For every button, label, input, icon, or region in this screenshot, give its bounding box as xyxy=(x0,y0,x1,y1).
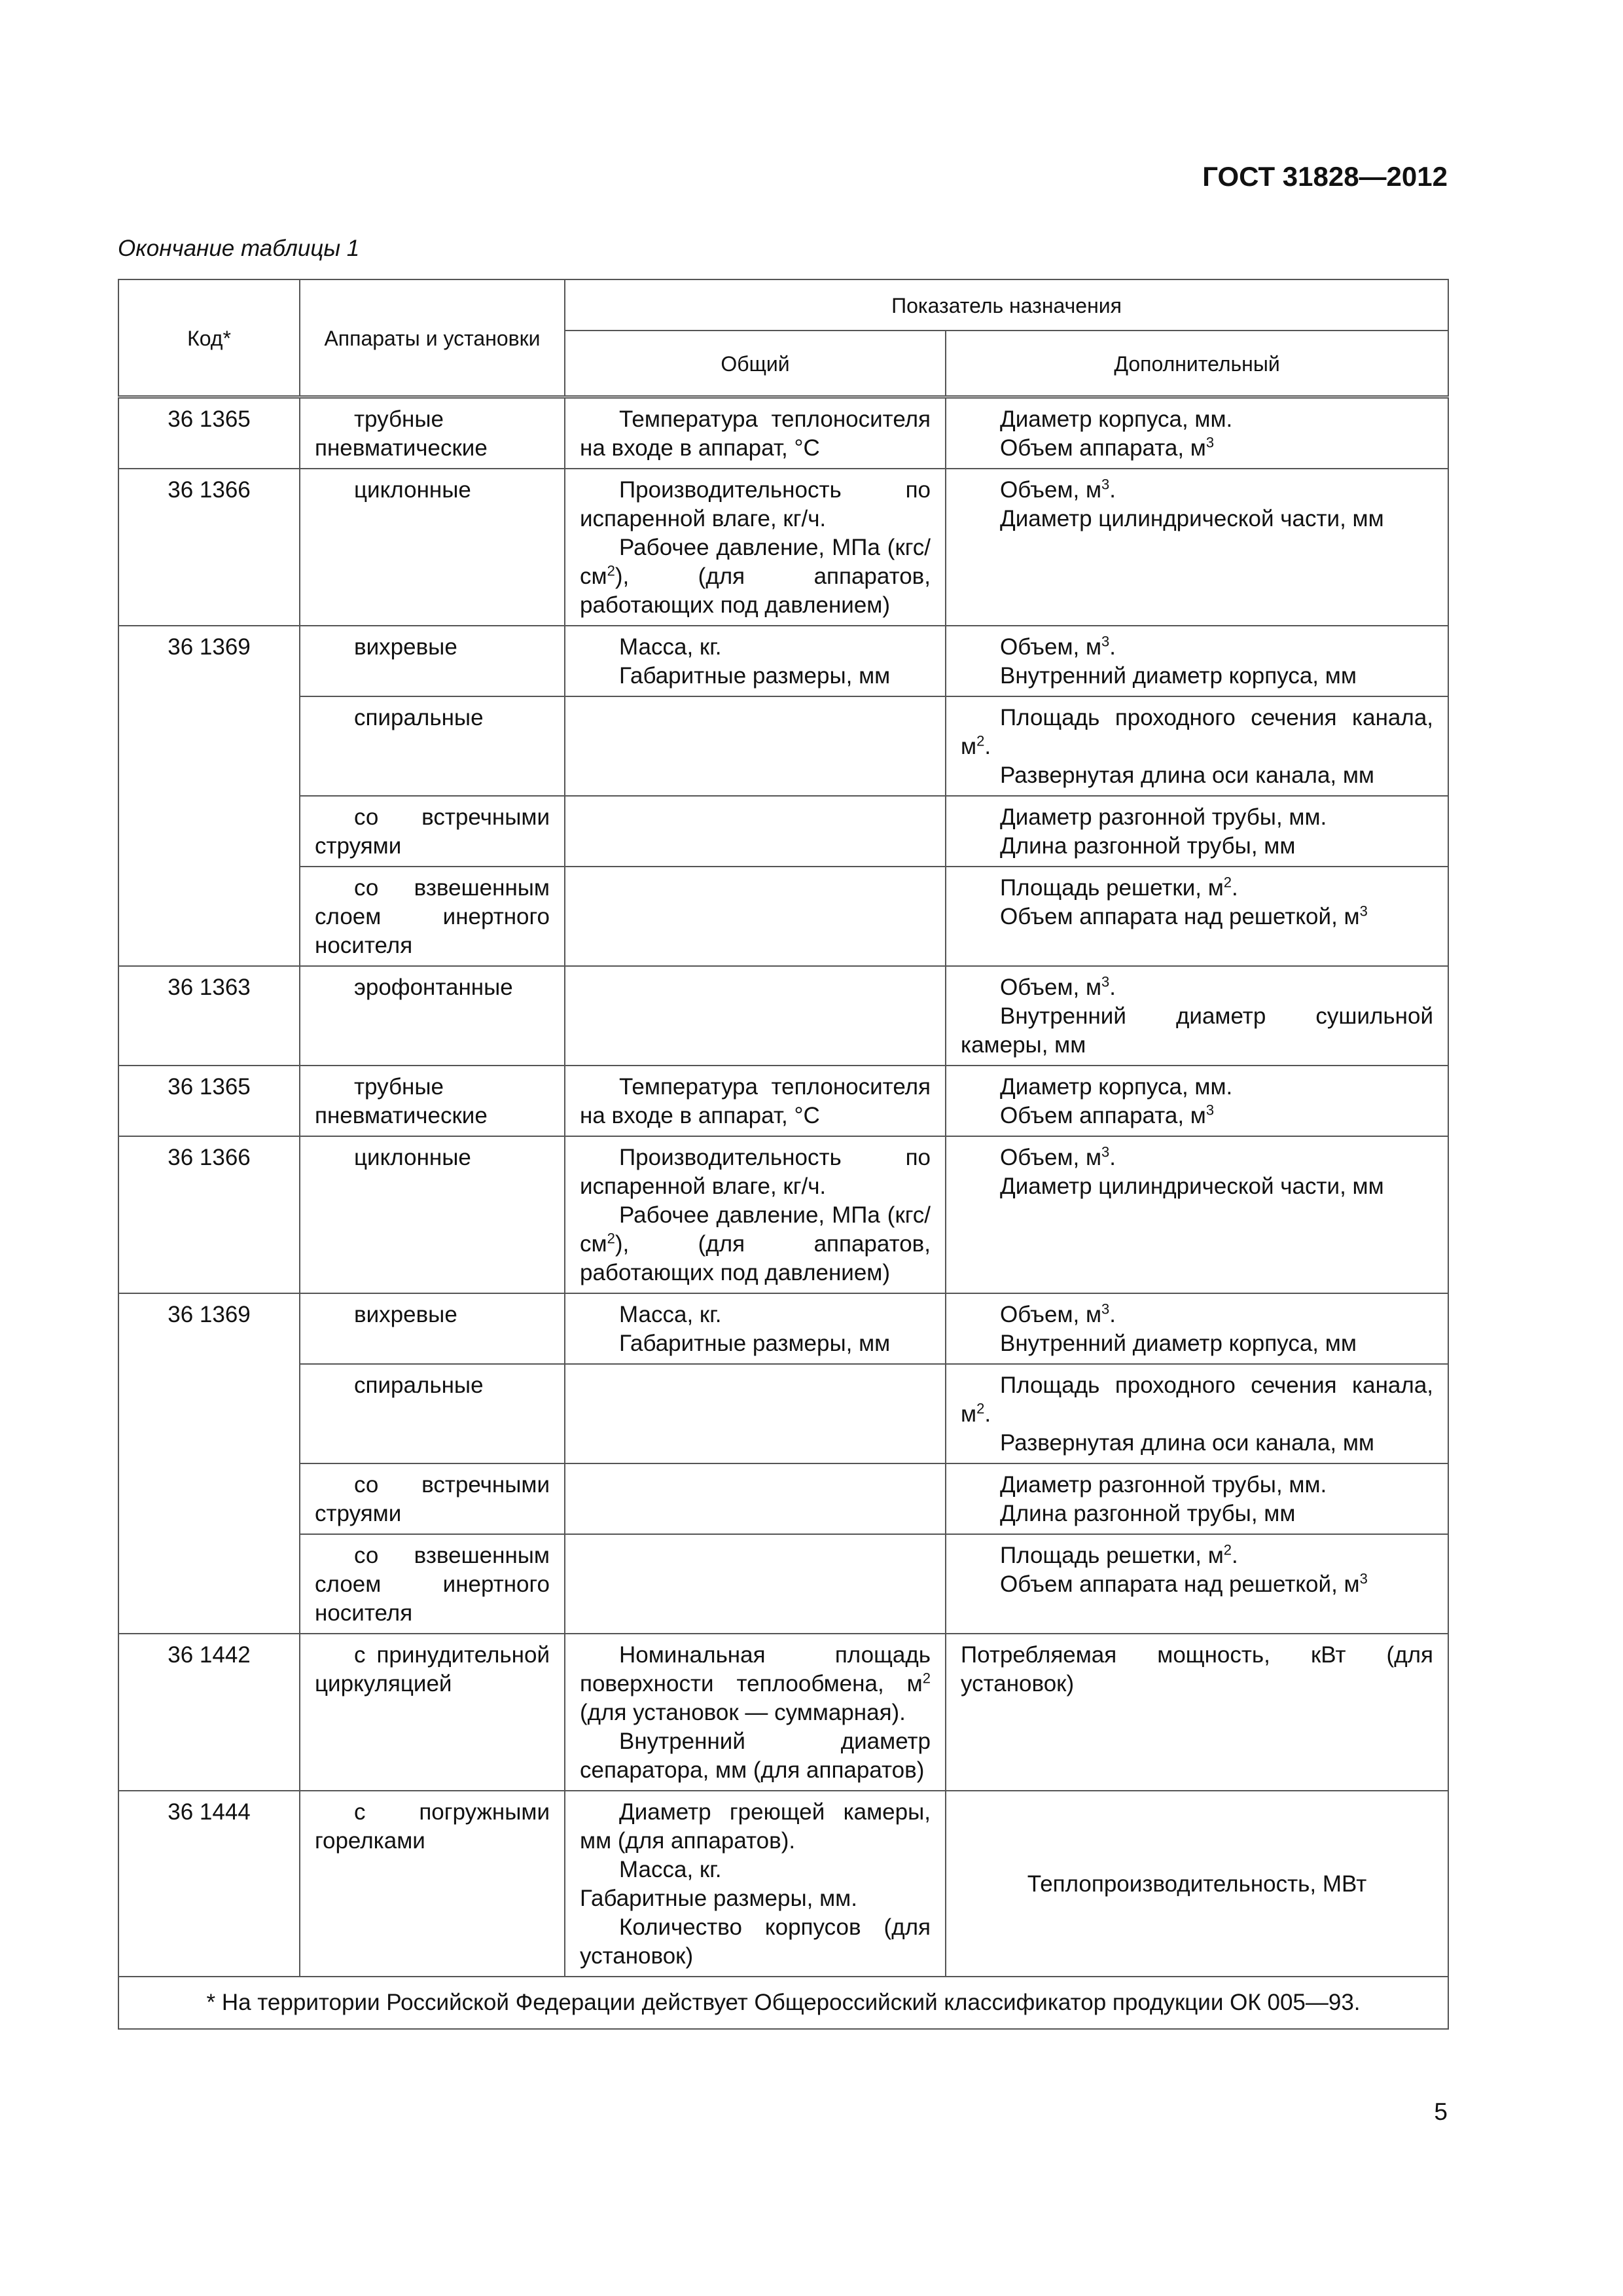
row-apparatus: со взвешенным слоем инертного носителя xyxy=(300,1534,565,1634)
row-code: 36 1365 xyxy=(118,1066,300,1136)
table-row xyxy=(118,966,1448,1066)
row-apparatus: со взвешенным слоем инертного носителя xyxy=(300,867,565,966)
document-id: ГОСТ 31828—2012 xyxy=(1202,161,1448,192)
row-apparatus: трубные пневматические xyxy=(300,1066,565,1136)
row-general: Температура теплоносителя на входе в аппарат, °С xyxy=(565,397,946,469)
row-apparatus: вихревые xyxy=(300,1293,565,1364)
row-general-empty xyxy=(565,1463,946,1534)
table-row xyxy=(118,397,1448,469)
row-general: Температура теплоносителя на входе в аппарат, °С xyxy=(565,1066,946,1136)
row-general: Производительность по испаренной влаге, кг/ч. Рабочее давление, МПа $(кгс/см^2)$, (для аппаратов, работающих под давлением) xyxy=(565,469,946,626)
row-general-empty xyxy=(565,966,946,1066)
row-apparatus: циклонные xyxy=(300,1136,565,1293)
row-apparatus: спиральные xyxy=(300,696,565,796)
row-general-empty xyxy=(565,867,946,966)
table-row xyxy=(118,1534,1448,1634)
row-additional: Диаметр разгонной трубы, мм. Длина разгонной трубы, мм xyxy=(946,1463,1448,1534)
row-general: Производительность по испаренной влаге, кг/ч. Рабочее давление, МПа $(кгс/см^2)$, (для аппаратов, работающих под давлением) xyxy=(565,1136,946,1293)
row-apparatus: со встречными струями xyxy=(300,1463,565,1534)
header-code: Код* xyxy=(118,279,300,397)
row-additional: Диаметр корпуса, мм. Объем аппарата, $м^3$ xyxy=(946,397,1448,469)
header-indicator: Показатель назначения xyxy=(565,279,1448,331)
row-additional: Площадь решетки, $м^2$. Объем аппарата над решеткой, $м^3$ xyxy=(946,867,1448,966)
row-general-empty xyxy=(565,796,946,867)
table-row xyxy=(118,1066,1448,1136)
table-row xyxy=(118,867,1448,966)
row-general-empty xyxy=(565,696,946,796)
page-number: 5 xyxy=(1434,2098,1448,2125)
header-additional: Дополнительный xyxy=(946,331,1448,397)
footnote-row xyxy=(118,1977,1448,2029)
header-general: Общий xyxy=(565,331,946,397)
table-row xyxy=(118,696,1448,796)
row-general-empty xyxy=(565,1364,946,1463)
row-general-empty xyxy=(565,1534,946,1634)
table-row xyxy=(118,626,1448,696)
row-additional: Площадь проходного сечения канала, $м^2$. Развернутая длина оси канала, мм xyxy=(946,1364,1448,1463)
row-code: 36 1442 xyxy=(118,1634,300,1791)
row-additional: Объем, $м^3$. Диаметр цилиндрической части, мм xyxy=(946,469,1448,626)
table-row xyxy=(118,1293,1448,1364)
row-code: 36 1366 xyxy=(118,469,300,626)
row-additional: Площадь решетки, $м^2$. Объем аппарата над решеткой, $м^3$ xyxy=(946,1534,1448,1634)
row-additional: Объем, $м^3$. Внутренний диаметр корпуса, мм xyxy=(946,626,1448,696)
row-additional: Диаметр корпуса, мм. Объем аппарата, $м^3$ xyxy=(946,1066,1448,1136)
table-row xyxy=(118,1634,1448,1791)
row-code: 36 1365 xyxy=(118,397,300,469)
row-apparatus: с погружными горелками xyxy=(300,1791,565,1977)
row-apparatus: с принудительной циркуляцией xyxy=(300,1634,565,1791)
table-row xyxy=(118,796,1448,867)
row-code: 36 1363 xyxy=(118,966,300,1066)
row-code: 36 1369 xyxy=(118,1293,300,1634)
row-general: Масса, кг. Габаритные размеры, мм xyxy=(565,1293,946,1364)
row-general: Номинальная площадь поверхности теплообмена, $м^2$ (для установок — суммарная). Внутренний диаметр сепаратора, мм (для аппаратов) xyxy=(565,1634,946,1791)
row-code: 36 1444 xyxy=(118,1791,300,1977)
row-additional: Теплопроизводительность, МВт xyxy=(946,1791,1448,1977)
row-apparatus: трубные пневматические xyxy=(300,397,565,469)
row-general: Диаметр греющей камеры, мм (для аппаратов). Масса, кг. Габаритные размеры, мм. Количество корпусов (для установок) xyxy=(565,1791,946,1977)
row-additional: Объем, $м^3$. Внутренний диаметр сушильной камеры, мм xyxy=(946,966,1448,1066)
row-general: Масса, кг. Габаритные размеры, мм xyxy=(565,626,946,696)
row-additional: Площадь проходного сечения канала, $м^2$. Развернутая длина оси канала, мм xyxy=(946,696,1448,796)
table-row xyxy=(118,1364,1448,1463)
header-apparatus: Аппараты и установки xyxy=(300,279,565,397)
row-apparatus: эрофонтанные xyxy=(300,966,565,1066)
table-row xyxy=(118,1136,1448,1293)
row-code: 36 1366 xyxy=(118,1136,300,1293)
footnote: * На территории Российской Федерации действует Общероссийский классификатор продукции ОК 005—93. xyxy=(118,1977,1448,2029)
table-caption: Окончание таблицы 1 xyxy=(118,236,360,261)
row-additional: Потребляемая мощность, кВт (для установок) xyxy=(946,1634,1448,1791)
classification-table xyxy=(118,279,1449,2030)
row-apparatus: со встречными струями xyxy=(300,796,565,867)
table-row xyxy=(118,469,1448,626)
row-additional: Объем, $м^3$. Внутренний диаметр корпуса, мм xyxy=(946,1293,1448,1364)
table-row xyxy=(118,1463,1448,1534)
row-additional: Диаметр разгонной трубы, мм. Длина разгонной трубы, мм xyxy=(946,796,1448,867)
row-additional: Объем, $м^3$. Диаметр цилиндрической части, мм xyxy=(946,1136,1448,1293)
row-apparatus: спиральные xyxy=(300,1364,565,1463)
row-code: 36 1369 xyxy=(118,626,300,966)
row-apparatus: циклонные xyxy=(300,469,565,626)
row-apparatus: вихревые xyxy=(300,626,565,696)
table-row xyxy=(118,1791,1448,1977)
